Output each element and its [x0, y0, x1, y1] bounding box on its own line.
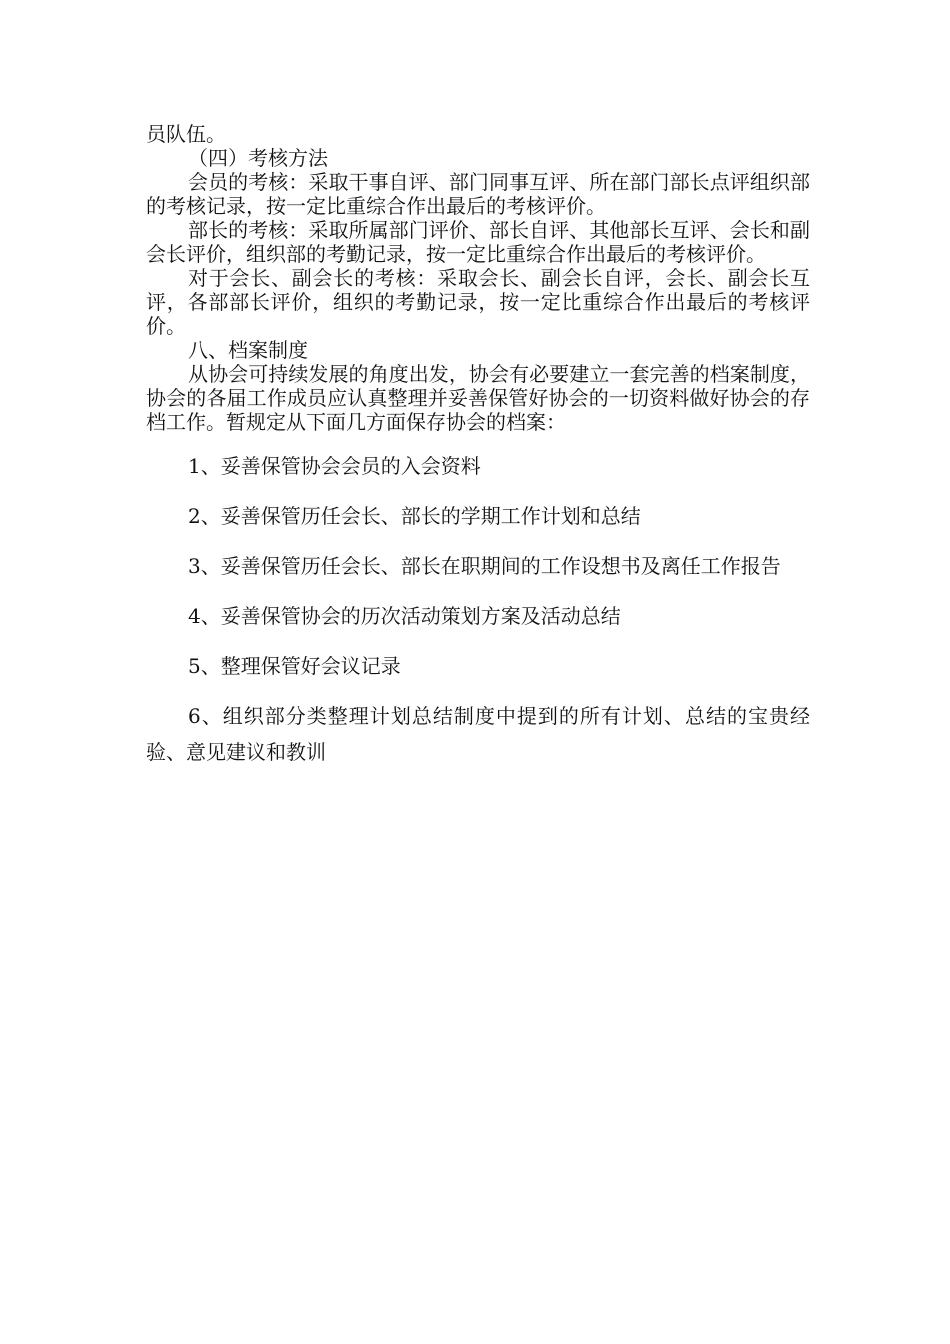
- section-heading-archive-system: 八、档案制度: [188, 338, 308, 362]
- paragraph-archive-intro: 从协会可持续发展的角度出发，协会有必要建立一套完善的档案制度，协会的各届工作成员应认真整理并妥善保管好协会的一切资料做好协会的存档工作。暂规定从下面几方面保存协会的档案：: [146, 362, 810, 434]
- list-item: 1、妥善保管协会会员的入会资料: [188, 454, 481, 478]
- list-item: 3、妥善保管历任会长、部长在职期间的工作设想书及离任工作报告: [188, 554, 781, 578]
- list-item: 5、整理保管好会议记录: [188, 654, 401, 678]
- list-item: 4、妥善保管协会的历次活动策划方案及活动总结: [188, 604, 621, 628]
- paragraph-member-assessment: 会员的考核：采取干事自评、部门同事互评、所在部门部长点评组织部的考核记录，按一定比重综合作出最后的考核评价。: [146, 170, 810, 218]
- paragraph-continuation: 员队伍。: [146, 122, 226, 146]
- document-page: [146, 122, 810, 784]
- section-heading-assessment-method: （四）考核方法: [188, 146, 328, 170]
- list-item: 6、组织部分类整理计划总结制度中提到的所有计划、总结的宝贵经验、意见建议和教训: [146, 704, 810, 764]
- paragraph-minister-assessment: 部长的考核：采取所属部门评价、部长自评、其他部长互评、会长和副会长评价，组织部的考勤记录，按一定比重综合作出最后的考核评价。: [146, 218, 810, 266]
- paragraph-president-assessment: 对于会长、副会长的考核：采取会长、副会长自评，会长、副会长互评，各部部长评价，组织的考勤记录，按一定比重综合作出最后的考核评价。: [146, 266, 810, 338]
- archive-list: [146, 448, 810, 770]
- list-item: 2、妥善保管历任会长、部长的学期工作计划和总结: [188, 504, 641, 528]
